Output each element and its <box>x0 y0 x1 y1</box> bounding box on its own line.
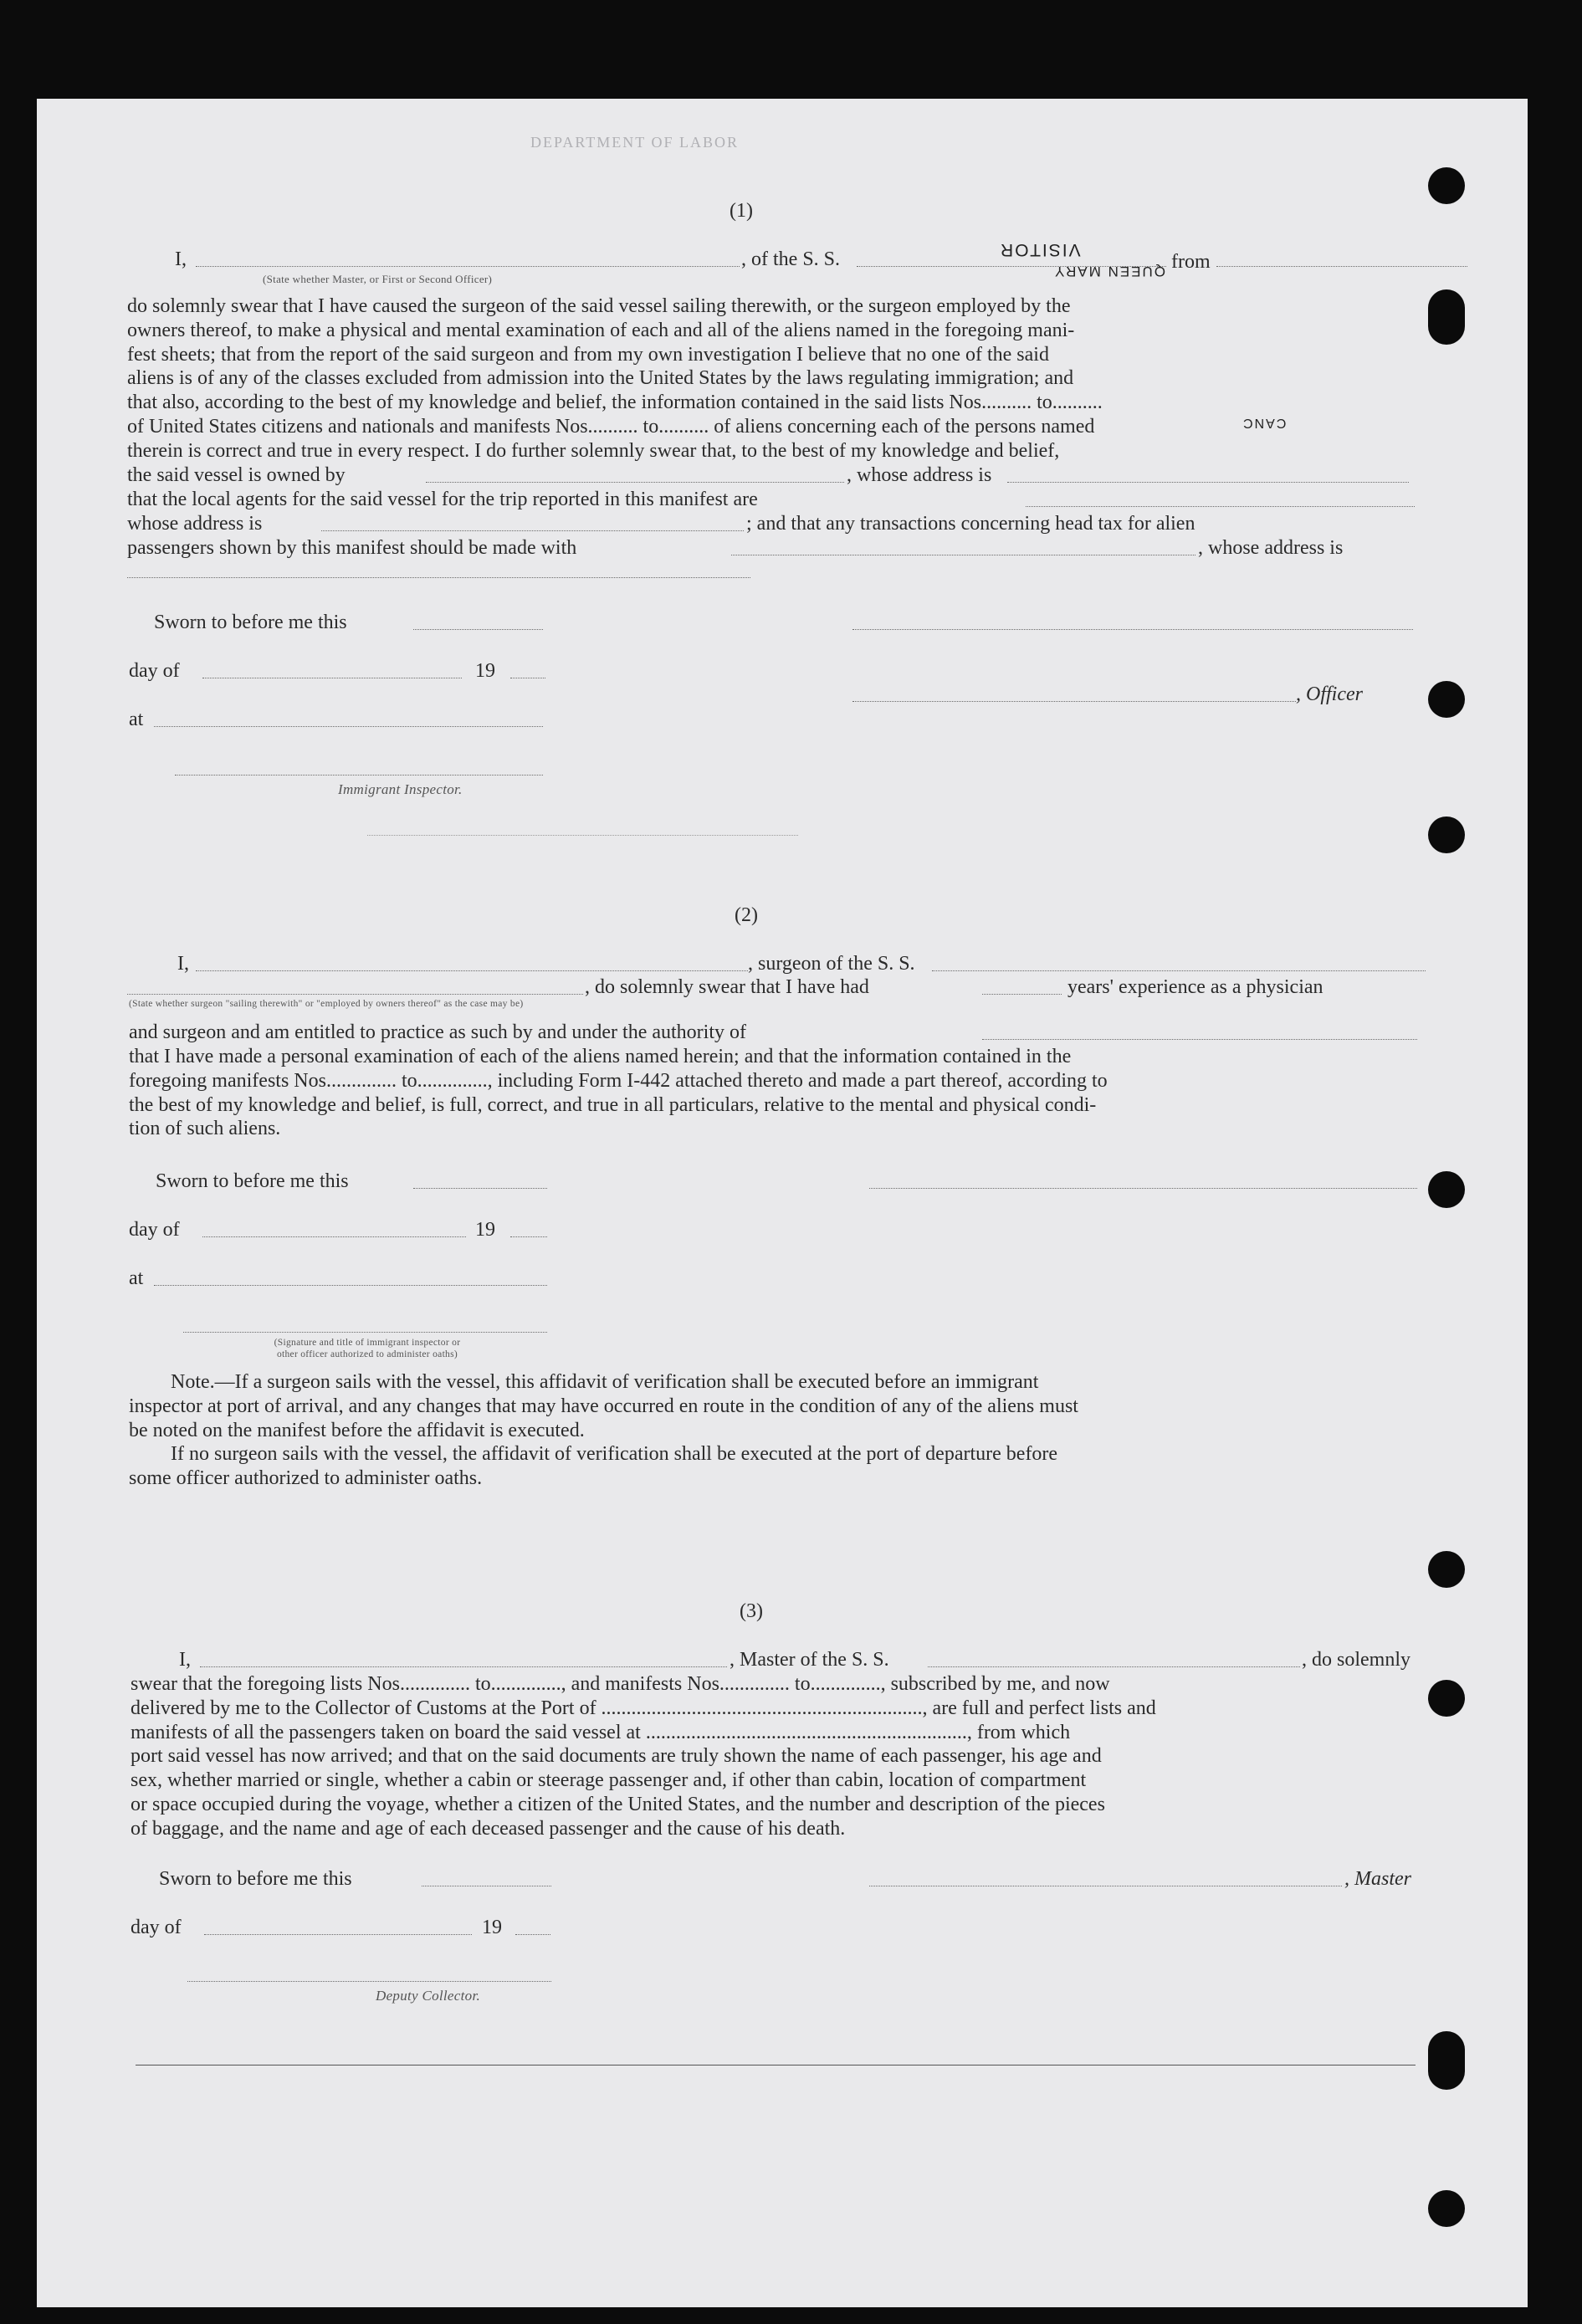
s3-para-line: swear that the foregoing lists Nos.............. to.............., and manifests Nos.............. to.............., subscribed by me, and now <box>131 1673 1110 1695</box>
s2-paragraph <box>129 1045 1108 1141</box>
s2-sworn: Sworn to before me this <box>156 1170 349 1192</box>
punch-hole <box>1428 1551 1465 1588</box>
cancel-stamp: CANC <box>1242 416 1287 430</box>
s1-owner-line[interactable] <box>426 482 844 483</box>
s1-head-tax: ; and that any transactions concerning head tax for alien <box>746 513 1195 535</box>
s1-whose-address-2: whose address is <box>127 513 263 535</box>
punch-hole <box>1428 2031 1465 2090</box>
section-1-number: (1) <box>730 200 753 222</box>
s2-authority-line[interactable] <box>982 1039 1417 1040</box>
s3-sworn: Sworn to before me this <box>159 1868 352 1890</box>
s1-para-line: owners thereof, to make a physical and mental examination of each and all of the aliens named in the foregoing mani- <box>127 319 1075 341</box>
s3-para-line: of baggage, and the name and age of each deceased passenger and the cause of his death. <box>131 1817 846 1840</box>
punch-hole <box>1428 816 1465 853</box>
s3-master-label: , Master <box>1344 1868 1411 1890</box>
s3-do-solemnly: , do solemnly <box>1302 1649 1410 1671</box>
s2-surgeon-of: , surgeon of the S. S. <box>748 953 915 975</box>
s1-at: at <box>129 709 144 730</box>
s1-para-line: do solemnly swear that I have caused the surgeon of the said vessel sailing therewith, or the surgeon employed by the <box>127 295 1071 317</box>
s1-nineteen: 19 <box>475 660 495 682</box>
s1-para-line: therein is correct and true in every respect. I do further solemnly swear that, to the best of my knowledge and belief, <box>127 439 1060 462</box>
s3-para-line: manifests of all the passengers taken on board the said vessel at ................................................................, from which <box>131 1721 1071 1743</box>
s3-collector-label: Deputy Collector. <box>376 1988 481 2004</box>
s3-paragraph <box>131 1672 1156 1841</box>
punch-hole <box>1428 1680 1465 1717</box>
s2-surgeon-type-line[interactable] <box>127 994 583 995</box>
s1-inspector-line[interactable] <box>175 775 543 776</box>
s1-agents-address-line[interactable] <box>321 530 744 531</box>
s2-sig-note-line: (Signature and title of immigrant inspector or <box>274 1338 461 1348</box>
s1-para-line: aliens is of any of the classes excluded from admission into the United States by the laws regulating immigration; and <box>127 367 1074 390</box>
bleed-through-header: DEPARTMENT OF LABOR <box>530 134 739 151</box>
s1-paragraph <box>127 294 1103 463</box>
s2-sig-note-line: other officer authorized to administer oaths) <box>276 1349 458 1359</box>
s2-year-line[interactable] <box>510 1236 547 1237</box>
s3-day-of: day of <box>131 1917 182 1938</box>
punch-hole <box>1428 2190 1465 2227</box>
s1-para-line: that also, according to the best of my knowledge and belief, the information contained in the said lists Nos.......... to.......... <box>127 392 1103 414</box>
s1-from-line[interactable] <box>1216 266 1467 267</box>
s1-i-label: I, <box>175 248 187 270</box>
s2-day-of: day of <box>129 1219 180 1241</box>
s1-head-tax-address-line[interactable] <box>127 577 750 578</box>
s2-day-line[interactable] <box>202 1236 466 1237</box>
s2-signature-note <box>204 1337 530 1360</box>
s2-years: years' experience as a physician <box>1067 976 1323 998</box>
s3-nineteen: 19 <box>482 1917 502 1938</box>
s1-local-agents: that the local agents for the said vessel for the trip reported in this manifest are <box>127 489 758 510</box>
section-3-number: (3) <box>740 1600 763 1622</box>
s2-ship-line[interactable] <box>932 970 1426 971</box>
ship-name-stamp: VISITOR <box>999 240 1081 259</box>
s2-note-line: be noted on the manifest before the affidavit is executed. <box>129 1419 585 1441</box>
punch-hole <box>1428 1171 1465 1208</box>
s2-para-line: that I have made a personal examination of each of the aliens named herein; and that the information contained in the <box>129 1046 1072 1067</box>
s2-years-line[interactable] <box>982 994 1062 995</box>
section-2-number: (2) <box>735 904 758 926</box>
s1-passengers: passengers shown by this manifest should be made with <box>127 537 577 559</box>
s1-para-line: fest sheets; that from the report of the said surgeon and from my own investigation I believe that no one of the said <box>127 343 1049 366</box>
s2-para-line: tion of such aliens. <box>129 1118 281 1140</box>
s3-i-label: I, <box>179 1649 191 1671</box>
s1-from: from <box>1171 251 1211 273</box>
s1-para-line: of United States citizens and nationals and manifests Nos.......... to.......... of aliens concerning each of the persons named <box>127 415 1095 438</box>
s1-at-line[interactable] <box>154 726 543 727</box>
s3-ship-line[interactable] <box>928 1666 1300 1667</box>
s1-day-of: day of <box>129 660 180 682</box>
s1-name-line[interactable] <box>196 266 740 267</box>
s1-owned-by: the said vessel is owned by <box>127 464 346 486</box>
s2-authority: and surgeon and am entitled to practice as such by and under the authority of <box>129 1021 746 1043</box>
s3-collector-line[interactable] <box>187 1981 551 1982</box>
s1-of-ss: , of the S. S. <box>741 248 841 270</box>
s2-sworn-line[interactable] <box>413 1188 547 1189</box>
s2-note-line: Note.—If a surgeon sails with the vessel, this affidavit of verification shall be executed before an immigrant <box>171 1371 1039 1393</box>
s2-para-line: foregoing manifests Nos.............. to.............., including Form I-442 attached thereto and made a part thereof, according to <box>129 1069 1108 1092</box>
s2-name-line[interactable] <box>196 970 748 971</box>
punch-hole <box>1428 167 1465 204</box>
s2-signature-line[interactable] <box>869 1188 1417 1189</box>
punch-hole <box>1428 681 1465 718</box>
s2-nineteen: 19 <box>475 1219 495 1241</box>
s2-do-solemnly: , do solemnly swear that I have had <box>585 976 869 998</box>
s2-note-line: inspector at port of arrival, and any changes that may have occurred en route in the condition of any of the aliens must <box>129 1395 1078 1417</box>
punch-hole <box>1428 289 1465 345</box>
s1-inspector-label: Immigrant Inspector. <box>338 781 463 797</box>
s2-i-label: I, <box>177 953 189 975</box>
s1-agents-line[interactable] <box>1026 506 1415 507</box>
s2-note-line: some officer authorized to administer oaths. <box>129 1467 483 1490</box>
s1-note-master: (State whether Master, or First or Second Officer) <box>263 273 493 285</box>
queen-mary-stamp: QUEEN MARY <box>1053 264 1165 279</box>
s3-year-line[interactable] <box>515 1934 550 1935</box>
s2-note-surgeon: (State whether surgeon "sailing therewith" or "employed by owners thereof" as the case may be) <box>129 999 524 1009</box>
s1-officer-label: , Officer <box>1296 683 1363 705</box>
s3-master-of: , Master of the S. S. <box>730 1649 889 1671</box>
s2-at-line[interactable] <box>154 1285 547 1286</box>
s3-name-line[interactable] <box>200 1666 727 1667</box>
s3-para-line: sex, whether married or single, whether a cabin or steerage passenger and, if other than cabin, location of compartment <box>131 1769 1087 1792</box>
section-divider <box>367 835 798 836</box>
s2-inspector-line[interactable] <box>183 1332 547 1333</box>
s1-whose-address-3: , whose address is <box>1198 537 1344 559</box>
s3-para-line: delivered by me to the Collector of Customs at the Port of ................................................................, are full and perfect lists and <box>131 1697 1156 1719</box>
s2-para-line: the best of my knowledge and belief, is full, correct, and true in all particulars, relative to the mental and physical condi- <box>129 1093 1097 1116</box>
s1-owner-address-line[interactable] <box>1007 482 1409 483</box>
s2-note-paragraph <box>129 1370 1078 1491</box>
s2-note-line: If no surgeon sails with the vessel, the affidavit of verification shall be executed at the port of departure before <box>171 1443 1058 1466</box>
s3-para-line: or space occupied during the voyage, whether a citizen of the United States, and the number and description of the pieces <box>131 1793 1105 1815</box>
s1-sworn: Sworn to before me this <box>154 612 347 633</box>
s1-whose-address: , whose address is <box>847 464 992 486</box>
s1-sworn-line[interactable] <box>413 629 543 630</box>
s3-day-line[interactable] <box>204 1934 472 1935</box>
s3-para-line: port said vessel has now arrived; and that on the said documents are truly shown the name of each passenger, his age and <box>131 1745 1102 1768</box>
s1-officer-line[interactable] <box>852 701 1296 702</box>
s2-at: at <box>129 1267 144 1289</box>
document-page <box>37 99 1528 2307</box>
s1-signature-line[interactable] <box>852 629 1413 630</box>
